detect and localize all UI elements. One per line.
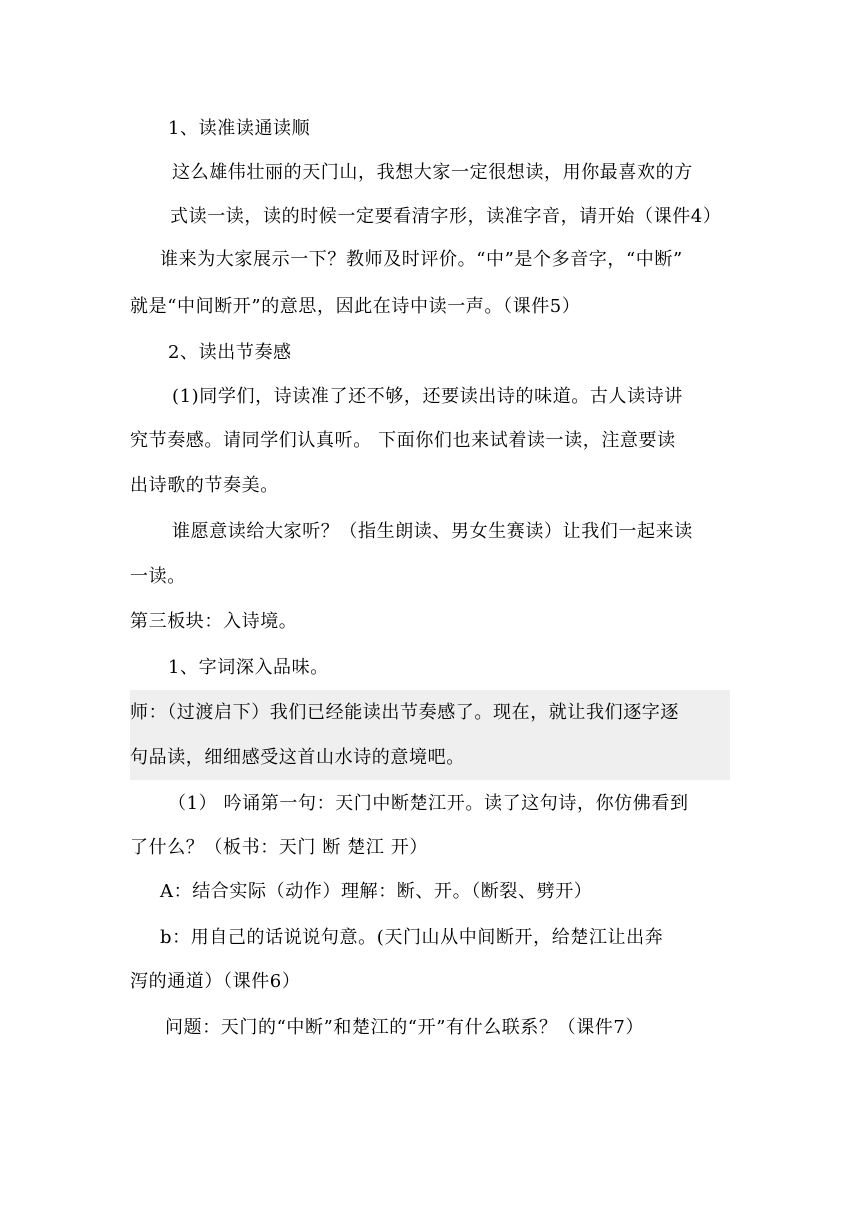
volunteer-paragraph-line: 一读。 xyxy=(130,566,186,587)
teacher-paragraph-line: 句品读，细细感受这首山水诗的意境吧。 xyxy=(130,747,465,768)
block-three-heading: 第三板块：入诗境。 xyxy=(130,611,298,632)
recite-paragraph-line: （1） 吟诵第一句：天门中断楚江开。读了这句诗，你仿佛看到 xyxy=(168,793,689,814)
point-b-line: b：用自己的话说说句意。(天门山从中间断开，给楚江让出奔 xyxy=(160,927,664,948)
display-paragraph-line: 就是“中间断开”的意思，因此在诗中读一声。（课件5） xyxy=(130,296,581,317)
rhythm-paragraph-line: (1)同学们，诗读准了还不够，还要读出诗的味道。古人读诗讲 xyxy=(172,386,683,407)
volunteer-paragraph-line: 谁愿意读给大家听？（指生朗读、男女生赛读）让我们一起来读 xyxy=(172,521,693,542)
question-line: 问题：天门的“中断”和楚江的“开”有什么联系？（课件7） xyxy=(165,1017,645,1038)
rhythm-paragraph-line: 出诗歌的节奏美。 xyxy=(130,475,279,496)
section-heading-words: 1、字词深入品味。 xyxy=(168,657,329,678)
section-heading-read-accurate: 1、读准读通读顺 xyxy=(168,118,311,139)
intro-paragraph-line: 式读一读，读的时候一定要看清字形，读准字音，请开始（课件4） xyxy=(170,206,722,227)
point-b-line: 泻的通道）（课件6） xyxy=(130,971,301,992)
teacher-paragraph-line: 师：（过渡启下）我们已经能读出节奏感了。现在，就让我们逐字逐 xyxy=(130,702,679,723)
display-paragraph-line: 谁来为大家展示一下？教师及时评价。“中”是个多音字，“中断” xyxy=(160,249,683,270)
section-heading-rhythm: 2、读出节奏感 xyxy=(168,342,292,363)
rhythm-paragraph-line: 究节奏感。请同学们认真听。 下面你们也来试着读一读，注意要读 xyxy=(130,430,676,451)
point-a-line: A：结合实际（动作）理解：断、开。（断裂、劈开） xyxy=(160,881,593,902)
intro-paragraph-line: 这么雄伟壮丽的天门山，我想大家一定很想读，用你最喜欢的方 xyxy=(172,162,693,183)
recite-paragraph-line: 了什么？（板书：天门 断 楚江 开） xyxy=(130,837,428,858)
